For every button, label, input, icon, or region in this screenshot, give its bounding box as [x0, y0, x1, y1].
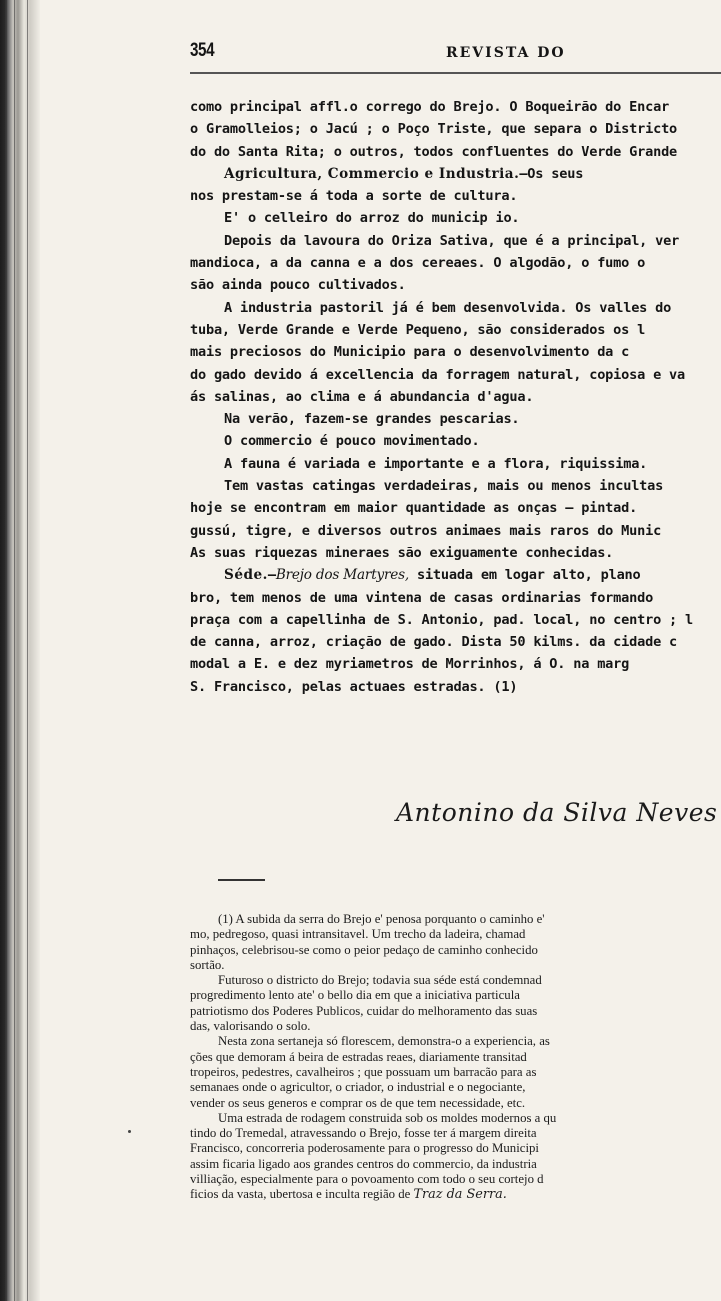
line-text: A industria pastoril já é bem desenvolvida. Os valles do: [224, 299, 672, 316]
body-line: [190, 207, 721, 229]
line-text: hoje se encontram em maior quantidade as onças — pintad.: [190, 500, 638, 517]
body-line: [190, 141, 721, 163]
body-line: [190, 96, 721, 118]
footnote-line: [190, 988, 721, 1003]
footnote-text: mo, pedregoso, quasi intransitavel. Um trecho da ladeira, chamad: [190, 927, 526, 942]
footnote-line: [190, 1141, 721, 1156]
body-line: [190, 587, 721, 609]
line-text: Tem vastas catingas verdadeiras, mais ou menos incultas: [224, 478, 664, 495]
footnote-text: villiação, especialmente para o povoamento com todo o seu cortejo d: [190, 1172, 544, 1187]
footnote-rule: [218, 879, 265, 881]
line-text: o Gramolleios; o Jacú ; o Poço Triste, que separa o Districto: [190, 121, 678, 138]
body-line: [190, 520, 721, 542]
footnote-text: progredimento lento ate' o bello dia em que a iniciativa particula: [190, 988, 520, 1003]
body-line: [190, 319, 721, 341]
footnote-text: vender os seus generos e comprar os de que tem necessidade, etc.: [190, 1095, 526, 1110]
running-head: REVISTA DO: [446, 45, 566, 61]
footnote-line: [190, 927, 721, 942]
line-text: situada em logar alto, plano: [408, 567, 641, 584]
line-text: O commercio é pouco movimentado.: [224, 433, 480, 450]
footnote-line: [190, 912, 721, 927]
body-line: [190, 475, 721, 497]
line-text: praça com a capellinha de S. Antonio, pad. local, no centro ; l: [190, 611, 694, 628]
body-line: [190, 653, 721, 675]
line-text: modal a E. e dez myriametros de Morrinhos, á O. na marg: [190, 656, 630, 673]
footnote-text: semanaes onde o agricultor, o criador, o industrial e o negociante,: [190, 1080, 526, 1095]
body-line: [190, 386, 721, 408]
footnote-line: [190, 1065, 721, 1080]
footnote-line: [190, 973, 721, 988]
line-text: gussú, tigre, e diversos outros animaes mais raros do Munic: [190, 522, 662, 539]
binding-edge: [6, 0, 7, 1301]
footnote-line: [190, 1019, 721, 1034]
line-text: tuba, Verde Grande e Verde Pequeno, são considerados os l: [190, 321, 646, 338]
footnote-text: tindo do Tremedal, atravessando o Brejo, fosse ter á margem direita: [190, 1126, 537, 1141]
body-line: [190, 564, 721, 586]
footnote-text: ficios da vasta, ubertosa e inculta região de: [190, 1187, 411, 1202]
place-name: Brejo dos Martyres,: [275, 567, 409, 584]
body-line: [190, 252, 721, 274]
body-line: [190, 230, 721, 252]
body-line: [190, 631, 721, 653]
body-line: [190, 408, 721, 430]
footnote-line: [190, 1111, 721, 1126]
line-text: nos prestam-se á toda a sorte de cultura.: [190, 188, 518, 205]
footnotes: [190, 912, 721, 1203]
line-text: do gado devido á excellencia da forragem natural, copiosa e va: [190, 366, 686, 383]
line-text: mais preciosos do Municipio para o desenvolvimento da c: [190, 344, 630, 361]
body-line: [190, 364, 721, 386]
line-text: bro, tem menos de uma vintena de casas ordinarias formando: [190, 589, 654, 606]
page: [56, 0, 721, 1301]
footnote-line: [190, 1050, 721, 1065]
footnote-text: pinhaços, celebrisou-se como o peior pedaço de caminho conhecido: [190, 942, 538, 957]
footnote-text: das, valorisando o solo.: [190, 1019, 311, 1034]
body-line: [190, 542, 721, 564]
body-line: [190, 118, 721, 140]
footnote-line: [190, 1096, 721, 1111]
body-line: [190, 430, 721, 452]
section-title: Séde.: [224, 567, 268, 584]
footnote-line: [190, 1034, 721, 1049]
binding-edge: [14, 0, 15, 1301]
body-line: [190, 274, 721, 296]
footnote-text: patriotismo dos Poderes Publicos, cuidar do melhoramento das suas: [190, 1003, 538, 1018]
place-name: Traz da Serra.: [413, 1187, 507, 1203]
footnote-text: Francisco, concorreria poderosamente para o progresso do Municipi: [190, 1141, 539, 1156]
footnote-text: (1) A subida da serra do Brejo e' penosa porquanto o caminho e': [218, 912, 545, 926]
footnote-line: [190, 1187, 721, 1202]
line-text: —: [267, 567, 276, 584]
line-text: As suas riquezas mineraes são exiguamente conhecidas.: [190, 544, 614, 561]
author-signature: Antonino da Silva Neves: [396, 798, 718, 827]
footnote-line: [190, 1080, 721, 1095]
body-line: [190, 497, 721, 519]
page-header: [190, 36, 721, 66]
line-text: mandioca, a da canna e a dos cereaes. O algodão, o fumo o: [190, 255, 646, 272]
footnote-text: Nesta zona sertaneja só florescem, demonstra-o a experiencia, as: [218, 1034, 550, 1049]
body-line: [190, 341, 721, 363]
section-title: Agricultura, Commercio e Industria.: [224, 165, 520, 182]
footnote-line: [190, 1004, 721, 1019]
header-rule: [190, 72, 721, 74]
binding-edge: [27, 0, 28, 1301]
footnote-line: [190, 958, 721, 973]
body-line: [190, 163, 721, 185]
footnote-text: tropeiros, pedestres, cavalheiros ; que possuam um barracão para as: [190, 1064, 537, 1079]
footnote-line: [190, 1172, 721, 1187]
page-number: 354: [190, 40, 215, 61]
body-text: [190, 96, 721, 698]
body-line: [190, 297, 721, 319]
body-line: [190, 453, 721, 475]
footnote-line: [190, 1157, 721, 1172]
line-text: A fauna é variada e importante e a flora, riquissima.: [224, 455, 648, 472]
line-text: são ainda pouco cultivados.: [190, 277, 406, 294]
footnote-text: Uma estrada de rodagem construida sob os moldes modernos a qu: [218, 1110, 557, 1125]
line-text: de canna, arroz, criação de gado. Dista 50 kilms. da cidade c: [190, 634, 678, 651]
line-text: E' o celleiro do arroz do municip io.: [224, 210, 520, 227]
footnote-text: Futuroso o districto do Brejo; todavia sua séde está condemnad: [218, 973, 542, 988]
line-text: como principal affl.o corrego do Brejo. O Boqueirão do Encar: [190, 99, 670, 115]
footnote-line: [190, 1126, 721, 1141]
footnote-line: [190, 943, 721, 958]
footnote-text: sortão.: [190, 957, 225, 972]
body-line: [190, 609, 721, 631]
line-text: Na verão, fazem-se grandes pescarias.: [224, 411, 520, 428]
footnote-text: ções que demoram á beira de estradas reaes, diariamente transitad: [190, 1049, 527, 1064]
line-text: —Os seus: [519, 165, 584, 182]
body-line: [190, 676, 721, 698]
footnote-text: assim ficaria ligado aos grandes centros do commercio, da industria: [190, 1156, 537, 1171]
body-line: [190, 185, 721, 207]
line-text: do do Santa Rita; o outros, todos confluentes do Verde Grande: [190, 143, 678, 160]
page-speck: [128, 1130, 131, 1133]
line-text: S. Francisco, pelas actuaes estradas. (1): [190, 678, 518, 695]
line-text: ás salinas, ao clima e á abundancia d'agua.: [190, 388, 534, 405]
line-text: Depois da lavoura do Oriza Sativa, que é a principal, ver: [224, 232, 680, 249]
